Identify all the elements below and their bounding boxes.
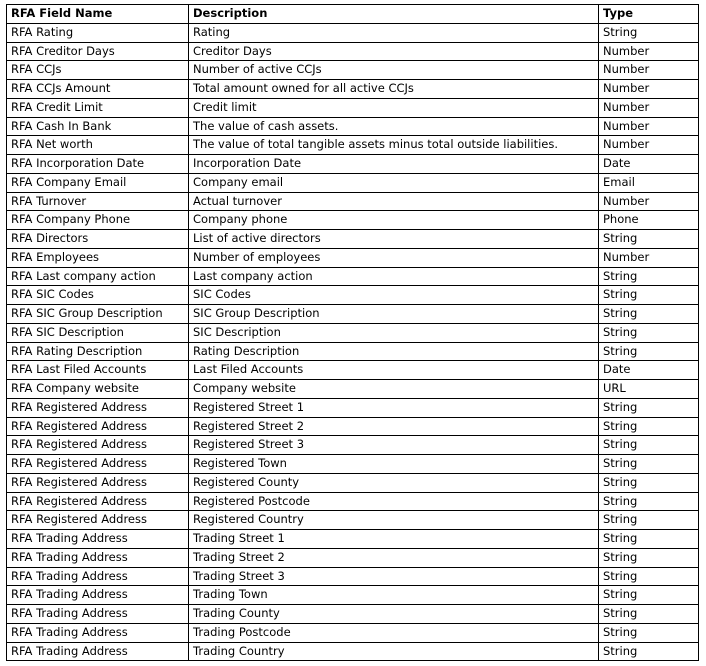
field-name-cell: RFA Directors (7, 230, 189, 249)
table-row (7, 511, 699, 530)
type-cell: String (599, 511, 699, 530)
description-cell: Trading Street 1 (189, 530, 599, 549)
field-name-cell: RFA Rating (7, 23, 189, 42)
table-row (7, 642, 699, 661)
table-row (7, 136, 699, 155)
type-cell: String (599, 586, 699, 605)
table-row (7, 436, 699, 455)
header-row (7, 5, 699, 24)
type-cell: Number (599, 98, 699, 117)
field-name-cell: RFA Turnover (7, 192, 189, 211)
description-cell: Trading Country (189, 642, 599, 661)
table-row (7, 80, 699, 99)
table-header (7, 5, 699, 24)
table-row (7, 23, 699, 42)
description-cell: Rating (189, 23, 599, 42)
type-cell: String (599, 267, 699, 286)
table-row (7, 98, 699, 117)
type-cell: Number (599, 248, 699, 267)
table-row (7, 61, 699, 80)
type-cell: String (599, 436, 699, 455)
type-cell: Number (599, 117, 699, 136)
table-row (7, 548, 699, 567)
table-row (7, 305, 699, 324)
rfa-field-table (6, 4, 699, 661)
table-row (7, 230, 699, 249)
description-cell: Registered County (189, 473, 599, 492)
type-cell: String (599, 286, 699, 305)
field-name-cell: RFA Registered Address (7, 492, 189, 511)
field-name-cell: RFA Net worth (7, 136, 189, 155)
description-cell: Registered Postcode (189, 492, 599, 511)
type-cell: String (599, 530, 699, 549)
description-cell: Credit limit (189, 98, 599, 117)
type-cell: String (599, 455, 699, 474)
field-name-cell: RFA Company website (7, 380, 189, 399)
field-name-cell: RFA Company Email (7, 173, 189, 192)
type-cell: String (599, 417, 699, 436)
field-name-cell: RFA SIC Group Description (7, 305, 189, 324)
table-row (7, 473, 699, 492)
type-cell: String (599, 605, 699, 624)
field-name-cell: RFA Registered Address (7, 398, 189, 417)
description-cell: Registered Street 1 (189, 398, 599, 417)
field-name-cell: RFA Credit Limit (7, 98, 189, 117)
table-row (7, 248, 699, 267)
description-cell: Rating Description (189, 342, 599, 361)
description-cell: SIC Description (189, 323, 599, 342)
description-cell: Trading County (189, 605, 599, 624)
table-row (7, 380, 699, 399)
header-description: Description (189, 5, 599, 24)
table-row (7, 586, 699, 605)
table-row (7, 286, 699, 305)
table-row (7, 342, 699, 361)
table-row (7, 492, 699, 511)
field-name-cell: RFA Creditor Days (7, 42, 189, 61)
table-row (7, 623, 699, 642)
description-cell: SIC Group Description (189, 305, 599, 324)
type-cell: Number (599, 61, 699, 80)
type-cell: Number (599, 136, 699, 155)
description-cell: The value of total tangible assets minus total outside liabilities. (189, 136, 599, 155)
table-row (7, 455, 699, 474)
type-cell: String (599, 548, 699, 567)
table-row (7, 398, 699, 417)
table-row (7, 192, 699, 211)
description-cell: Registered Country (189, 511, 599, 530)
table-row (7, 42, 699, 61)
description-cell: The value of cash assets. (189, 117, 599, 136)
description-cell: Trading Town (189, 586, 599, 605)
field-name-cell: RFA Trading Address (7, 623, 189, 642)
type-cell: String (599, 342, 699, 361)
field-name-cell: RFA CCJs Amount (7, 80, 189, 99)
table-row (7, 323, 699, 342)
description-cell: Trading Street 2 (189, 548, 599, 567)
field-name-cell: RFA CCJs (7, 61, 189, 80)
type-cell: String (599, 623, 699, 642)
description-cell: Creditor Days (189, 42, 599, 61)
field-name-cell: RFA Rating Description (7, 342, 189, 361)
type-cell: Phone (599, 211, 699, 230)
description-cell: Registered Street 2 (189, 417, 599, 436)
type-cell: URL (599, 380, 699, 399)
type-cell: String (599, 230, 699, 249)
table-row (7, 361, 699, 380)
field-name-cell: RFA Trading Address (7, 642, 189, 661)
type-cell: String (599, 305, 699, 324)
field-name-cell: RFA Incorporation Date (7, 155, 189, 174)
table-row (7, 211, 699, 230)
table-row (7, 417, 699, 436)
field-name-cell: RFA Registered Address (7, 436, 189, 455)
description-cell: Registered Town (189, 455, 599, 474)
description-cell: SIC Codes (189, 286, 599, 305)
field-name-cell: RFA Trading Address (7, 605, 189, 624)
description-cell: Company phone (189, 211, 599, 230)
field-name-cell: RFA Employees (7, 248, 189, 267)
type-cell: Date (599, 361, 699, 380)
type-cell: String (599, 23, 699, 42)
description-cell: Incorporation Date (189, 155, 599, 174)
description-cell: Company website (189, 380, 599, 399)
field-name-cell: RFA Trading Address (7, 548, 189, 567)
type-cell: String (599, 492, 699, 511)
field-name-cell: RFA Trading Address (7, 586, 189, 605)
description-cell: Registered Street 3 (189, 436, 599, 455)
type-cell: String (599, 567, 699, 586)
type-cell: String (599, 473, 699, 492)
type-cell: Number (599, 192, 699, 211)
field-name-cell: RFA Last Filed Accounts (7, 361, 189, 380)
description-cell: Last company action (189, 267, 599, 286)
type-cell: Number (599, 80, 699, 99)
field-name-cell: RFA Trading Address (7, 530, 189, 549)
field-name-cell: RFA SIC Codes (7, 286, 189, 305)
description-cell: List of active directors (189, 230, 599, 249)
field-name-cell: RFA SIC Description (7, 323, 189, 342)
table-row (7, 155, 699, 174)
field-name-cell: RFA Registered Address (7, 455, 189, 474)
type-cell: Date (599, 155, 699, 174)
description-cell: Number of active CCJs (189, 61, 599, 80)
description-cell: Trading Postcode (189, 623, 599, 642)
description-cell: Number of employees (189, 248, 599, 267)
table-row (7, 117, 699, 136)
table-row (7, 605, 699, 624)
field-name-cell: RFA Registered Address (7, 511, 189, 530)
description-cell: Actual turnover (189, 192, 599, 211)
table-row (7, 173, 699, 192)
description-cell: Last Filed Accounts (189, 361, 599, 380)
field-name-cell: RFA Trading Address (7, 567, 189, 586)
header-field-name: RFA Field Name (7, 5, 189, 24)
type-cell: String (599, 398, 699, 417)
field-name-cell: RFA Company Phone (7, 211, 189, 230)
type-cell: Number (599, 42, 699, 61)
field-name-cell: RFA Registered Address (7, 473, 189, 492)
table-row (7, 567, 699, 586)
description-cell: Company email (189, 173, 599, 192)
type-cell: String (599, 642, 699, 661)
field-name-cell: RFA Cash In Bank (7, 117, 189, 136)
table-row (7, 530, 699, 549)
header-type: Type (599, 5, 699, 24)
field-name-cell: RFA Last company action (7, 267, 189, 286)
type-cell: String (599, 323, 699, 342)
type-cell: Email (599, 173, 699, 192)
table-body (7, 23, 699, 661)
description-cell: Trading Street 3 (189, 567, 599, 586)
description-cell: Total amount owned for all active CCJs (189, 80, 599, 99)
field-name-cell: RFA Registered Address (7, 417, 189, 436)
table-row (7, 267, 699, 286)
